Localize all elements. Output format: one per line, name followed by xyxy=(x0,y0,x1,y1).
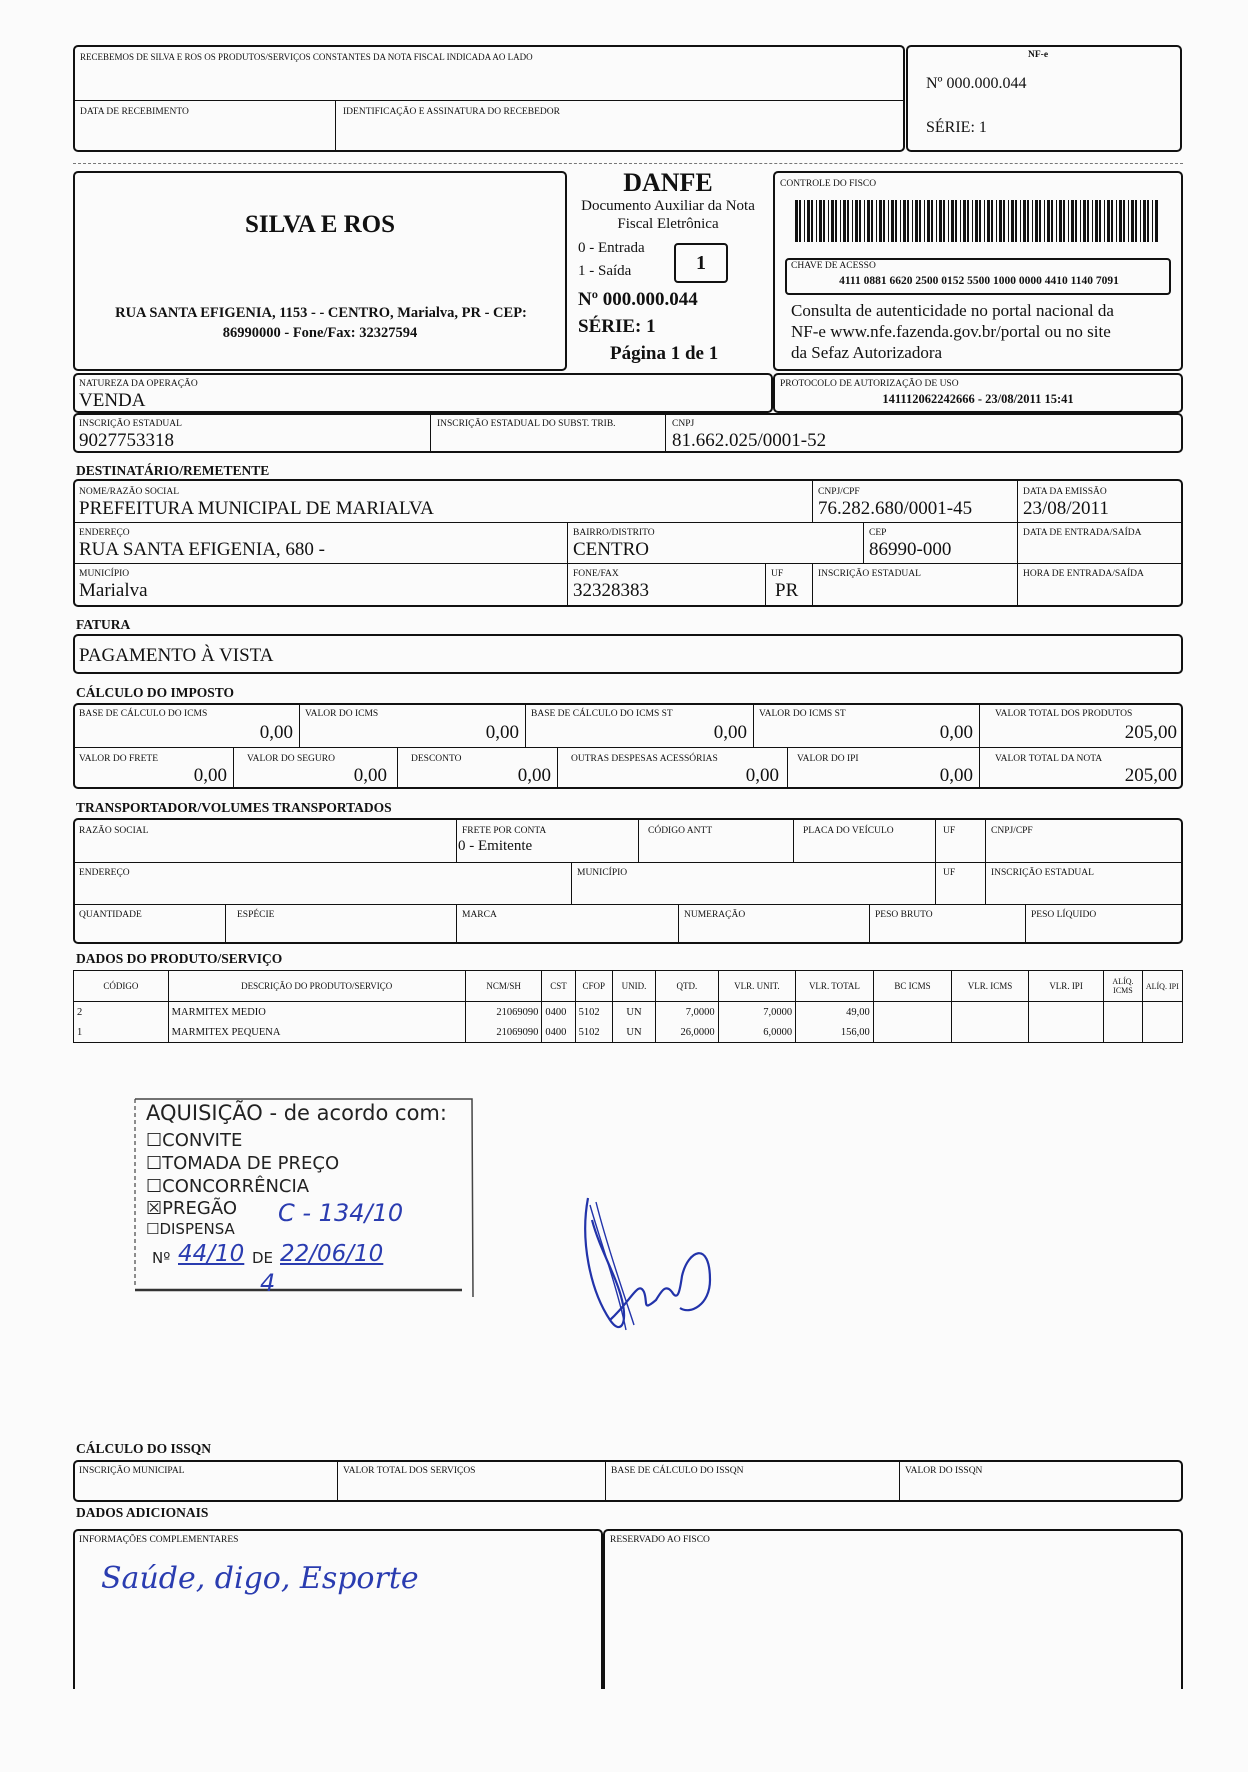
cell-cfop: 5102 xyxy=(575,1002,612,1023)
th-codigo: CÓDIGO xyxy=(74,971,169,1002)
natureza-box xyxy=(73,373,773,413)
barcode-bar xyxy=(1123,200,1125,242)
stamp-option-label: CONVITE xyxy=(162,1130,243,1151)
table-row xyxy=(74,1022,1183,1043)
transp-placa-label: PLACA DO VEÍCULO xyxy=(803,826,894,836)
stamp-extra-hand: 4 xyxy=(260,1269,276,1297)
barcode-bar xyxy=(1075,200,1077,242)
th-aliq-ipi: ALÍQ. IPI xyxy=(1142,971,1182,1002)
barcode-bar xyxy=(843,200,846,242)
stamp-option-label: CONCORRÊNCIA xyxy=(162,1176,310,1197)
barcode-bar xyxy=(1140,200,1141,242)
barcode-bar xyxy=(1135,200,1137,242)
barcode-bar xyxy=(1020,200,1021,242)
imposto-section: CÁLCULO DO IMPOSTO xyxy=(76,685,235,700)
barcode-bar xyxy=(840,200,841,242)
barcode-bar xyxy=(943,200,945,242)
issqn-valor-label: VALOR DO ISSQN xyxy=(905,1466,983,1476)
barcode-bar xyxy=(900,200,901,242)
barcode-bar xyxy=(1044,200,1045,242)
barcode-bar xyxy=(879,200,882,242)
barcode-bar xyxy=(1008,200,1009,242)
barcode-bar xyxy=(1023,200,1026,242)
stamp-numero-hand: 44/10 xyxy=(178,1241,245,1267)
canhoto-nfe-box xyxy=(906,45,1182,152)
barcode-bar xyxy=(951,200,954,242)
danfe-block xyxy=(568,168,768,368)
danfe-subtitle-l2: Fiscal Eletrônica xyxy=(617,216,719,232)
barcode-bar xyxy=(1147,200,1149,242)
imposto-box xyxy=(73,703,1183,789)
transp-uf-label: UF xyxy=(943,826,956,836)
cell-cst: 0400 xyxy=(542,1002,575,1023)
total-prod-label: VALOR TOTAL DOS PRODUTOS xyxy=(995,709,1133,719)
barcode-bar xyxy=(999,200,1002,242)
fatura-text: PAGAMENTO À VISTA xyxy=(79,645,274,666)
base-icms-label: BASE DE CÁLCULO DO ICMS xyxy=(79,709,208,719)
cell-cst: 0400 xyxy=(542,1022,575,1043)
barcode-bar xyxy=(927,200,930,242)
valor-icms-label: VALOR DO ICMS xyxy=(305,709,379,719)
stamp-title: AQUISIÇÃO - de acordo com: xyxy=(146,1101,447,1125)
barcode-bar xyxy=(1071,200,1074,242)
cell-vlr-ipi xyxy=(1028,1022,1104,1043)
barcode-bar xyxy=(1056,200,1057,242)
barcode-bar xyxy=(799,200,801,242)
info-handwritten: Saúde, digo, Esporte xyxy=(101,1561,419,1596)
barcode-bar xyxy=(984,200,985,242)
stamp-numero-prefix: Nº xyxy=(152,1249,171,1267)
barcode-bar xyxy=(1152,200,1153,242)
transp-frete-label: FRETE POR CONTA xyxy=(462,826,547,836)
th-ncm: NCM/SH xyxy=(465,971,542,1002)
cell-vlr-total: 49,00 xyxy=(796,1002,874,1023)
issqn-box xyxy=(73,1460,1183,1502)
th-unid: UNID. xyxy=(612,971,655,1002)
cell-vlr-total: 156,00 xyxy=(796,1022,874,1043)
destinatario-section: DESTINATÁRIO/REMETENTE xyxy=(76,463,270,478)
th-vlr-total: VLR. TOTAL xyxy=(796,971,874,1002)
identificacao-label: IDENTIFICAÇÃO E ASSINATURA DO RECEBEDOR xyxy=(343,107,560,117)
barcode-bar xyxy=(1083,200,1086,242)
natureza-value: VENDA xyxy=(79,390,146,411)
dest-emissao: 23/08/2011 xyxy=(1023,498,1109,519)
cell-vlr-unit: 6,0000 xyxy=(718,1022,796,1043)
barcode-bar xyxy=(1015,200,1017,242)
barcode-bar xyxy=(835,200,837,242)
cell-ncm: 21069090 xyxy=(465,1002,542,1023)
info-complementar-box xyxy=(73,1529,603,1689)
issqn-im-label: INSCRIÇÃO MUNICIPAL xyxy=(79,1466,185,1476)
barcode-bar xyxy=(823,200,825,242)
barcode-bar xyxy=(1047,200,1050,242)
canhoto-box xyxy=(73,45,905,152)
barcode-bar xyxy=(1080,200,1081,242)
barcode-bar xyxy=(864,200,865,242)
transp-peso-bruto-label: PESO BRUTO xyxy=(875,910,933,920)
th-cfop: CFOP xyxy=(575,971,612,1002)
base-st-label: BASE DE CÁLCULO DO ICMS ST xyxy=(531,709,673,719)
transp-municipio-label: MUNICÍPIO xyxy=(577,868,628,878)
cell-descricao: MARMITEX PEQUENA xyxy=(168,1022,465,1043)
barcode-bar xyxy=(795,200,798,242)
stamp-option-tomada xyxy=(146,1153,339,1174)
barcode-bar xyxy=(987,200,990,242)
transportador-box xyxy=(73,818,1183,944)
frete-value: 0,00 xyxy=(193,765,227,786)
dest-nome: PREFEITURA MUNICIPAL DE MARIALVA xyxy=(79,498,434,519)
cell-vlr-icms xyxy=(952,1002,1029,1023)
barcode-bar xyxy=(1099,200,1101,242)
barcode-bar xyxy=(855,200,858,242)
dest-hora-label: HORA DE ENTRADA/SAÍDA xyxy=(1023,569,1144,579)
valor-icms-value: 0,00 xyxy=(485,722,519,743)
barcode-bar xyxy=(1119,200,1122,242)
danfe-pagina: Página 1 de 1 xyxy=(610,343,719,364)
barcode-bar xyxy=(1003,200,1005,242)
table-row xyxy=(74,1002,1183,1023)
barcode-bar xyxy=(828,200,829,242)
barcode-bar xyxy=(915,200,918,242)
stamp-option-pregao xyxy=(146,1198,237,1219)
cell-vlr-unit: 7,0000 xyxy=(718,1002,796,1023)
dest-emissao-label: DATA DA EMISSÃO xyxy=(1023,487,1107,497)
barcode-bar xyxy=(975,200,978,242)
danfe-serie: SÉRIE: 1 xyxy=(578,316,656,337)
dest-entrada-saida-label: DATA DE ENTRADA/SAÍDA xyxy=(1023,528,1142,538)
controle-label: CONTROLE DO FISCO xyxy=(780,179,877,189)
danfe-entrada: 0 - Entrada xyxy=(578,240,645,256)
barcode-bar xyxy=(1027,200,1029,242)
th-vlr-unit: VLR. UNIT. xyxy=(718,971,796,1002)
barcode-bar xyxy=(979,200,981,242)
desconto-label: DESCONTO xyxy=(411,754,462,764)
emitente-endereco-l1: RUA SANTA EFIGENIA, 1153 - - CENTRO, Marialva, PR - CEP: xyxy=(115,305,527,321)
cell-aliq-ipi xyxy=(1142,1002,1182,1023)
barcode-bar xyxy=(948,200,949,242)
barcode-bar xyxy=(1143,200,1146,242)
danfe-subtitle-l1: Documento Auxiliar da Nota xyxy=(581,198,755,214)
reservado-fisco-box xyxy=(603,1529,1183,1689)
cell-unid: UN xyxy=(612,1022,655,1043)
barcode-bar xyxy=(807,200,810,242)
transp-marca-label: MARCA xyxy=(462,910,497,920)
consulta-l2: NF-e www.nfe.fazenda.gov.br/portal ou no site xyxy=(791,322,1111,341)
stamp-option-concorrencia xyxy=(146,1176,309,1197)
barcode-bar xyxy=(967,200,969,242)
produtos-header-row xyxy=(74,971,1183,1002)
dest-fone-label: FONE/FAX xyxy=(573,569,619,579)
checked-box-icon: ☒ xyxy=(146,1198,163,1219)
barcode-bar xyxy=(847,200,849,242)
canhoto-serie: SÉRIE: 1 xyxy=(926,119,987,136)
emitente-endereco-l2: 86990000 - Fone/Fax: 32327594 xyxy=(222,325,418,341)
dest-bairro-label: BAIRRO/DISTRITO xyxy=(573,528,655,538)
cell-qtd: 7,0000 xyxy=(656,1002,718,1023)
barcode-bar xyxy=(991,200,993,242)
destinatario-box xyxy=(73,479,1183,607)
base-icms-value: 0,00 xyxy=(259,722,293,743)
barcode-bar xyxy=(919,200,921,242)
barcode-bar xyxy=(931,200,933,242)
barcode-bar xyxy=(804,200,805,242)
barcode-bar xyxy=(1116,200,1117,242)
barcode-bar xyxy=(1032,200,1033,242)
dest-uf-label: UF xyxy=(771,569,784,579)
cell-aliq-icms xyxy=(1104,1022,1142,1043)
adicionais-section: DADOS ADICIONAIS xyxy=(76,1505,209,1520)
protocolo-value: 141112062242666 - 23/08/2011 15:41 xyxy=(882,392,1074,406)
barcode-bar xyxy=(867,200,870,242)
dest-municipio: Marialva xyxy=(79,580,148,601)
checkbox-icon: ☐ xyxy=(146,1130,163,1151)
seguro-value: 0,00 xyxy=(353,765,387,786)
canhoto-numero: Nº 000.000.044 xyxy=(926,75,1027,92)
ie-st-label: INSCRIÇÃO ESTADUAL DO SUBST. TRIB. xyxy=(437,419,616,429)
cell-vlr-icms xyxy=(952,1022,1029,1043)
barcode-bar xyxy=(955,200,957,242)
cell-descricao: MARMITEX MEDIO xyxy=(168,1002,465,1023)
transp-quantidade-label: QUANTIDADE xyxy=(79,910,142,920)
base-st-value: 0,00 xyxy=(713,722,747,743)
barcode xyxy=(795,200,1160,242)
barcode-bar xyxy=(1011,200,1014,242)
barcode-bar xyxy=(1104,200,1105,242)
th-qtd: QTD. xyxy=(656,971,718,1002)
barcode-bar xyxy=(1039,200,1041,242)
chave-label: CHAVE DE ACESSO xyxy=(791,261,876,271)
th-vlr-icms: VLR. ICMS xyxy=(952,971,1029,1002)
protocolo-box xyxy=(773,373,1183,413)
stamp-data-hand: 22/06/10 xyxy=(280,1241,384,1267)
transp-frete-value: 0 - Emitente xyxy=(458,838,533,854)
barcode-bar xyxy=(1107,200,1110,242)
ie-label: INSCRIÇÃO ESTADUAL xyxy=(79,419,182,429)
stamp-option-label: TOMADA DE PREÇO xyxy=(162,1153,340,1174)
info-label: INFORMAÇÕES COMPLEMENTARES xyxy=(79,1535,239,1545)
checkbox-icon: ☐ xyxy=(146,1153,163,1174)
transportador-section: TRANSPORTADOR/VOLUMES TRANSPORTADOS xyxy=(76,800,392,815)
transp-ie-label: INSCRIÇÃO ESTADUAL xyxy=(991,868,1094,878)
cell-cfop: 5102 xyxy=(575,1022,612,1043)
barcode-bar xyxy=(996,200,997,242)
recebemos-label: RECEBEMOS DE SILVA E ROS OS PRODUTOS/SERVIÇOS CONSTANTES DA NOTA FISCAL INDICADA AO LADO xyxy=(80,52,533,62)
barcode-bar xyxy=(1111,200,1113,242)
barcode-bar xyxy=(1063,200,1065,242)
stamp-processo-hand: C - 134/10 xyxy=(278,1199,404,1227)
transp-antt-label: CÓDIGO ANTT xyxy=(648,826,713,836)
barcode-bar xyxy=(831,200,834,242)
transp-peso-liquido-label: PESO LÍQUIDO xyxy=(1031,910,1097,920)
danfe-numero: Nº 000.000.044 xyxy=(578,289,698,310)
barcode-bar xyxy=(936,200,937,242)
total-nota-label: VALOR TOTAL DA NOTA xyxy=(995,754,1103,764)
cell-codigo: 2 xyxy=(74,1002,169,1023)
stamp-de-label: DE xyxy=(252,1249,274,1267)
danfe-title: DANFE xyxy=(623,168,713,197)
dest-fone: 32328383 xyxy=(573,580,649,601)
total-prod-value: 205,00 xyxy=(1124,722,1177,743)
protocolo-label: PROTOCOLO DE AUTORIZAÇÃO DE USO xyxy=(780,379,959,389)
dest-endereco-label: ENDEREÇO xyxy=(79,528,130,538)
dest-bairro: CENTRO xyxy=(573,539,649,560)
ipi-label: VALOR DO IPI xyxy=(797,754,859,764)
controle-box xyxy=(773,171,1183,371)
aquisicao-stamp xyxy=(132,1097,477,1307)
barcode-bar xyxy=(912,200,913,242)
barcode-bar xyxy=(1092,200,1093,242)
valor-st-label: VALOR DO ICMS ST xyxy=(759,709,846,719)
danfe-saida: 1 - Saída xyxy=(578,263,632,279)
produtos-table xyxy=(73,970,1183,1043)
th-cst: CST xyxy=(542,971,575,1002)
consulta-l3: da Sefaz Autorizadora xyxy=(791,343,943,362)
chave-acesso: 4111 0881 6620 2500 0152 5500 1000 0000 4410 1140 7091 xyxy=(839,275,1119,287)
stamp-option-dispensa xyxy=(146,1220,235,1238)
danfe-tipo-box: 1 xyxy=(674,243,728,283)
transp-uf2-label: UF xyxy=(943,868,956,878)
barcode-bar xyxy=(1087,200,1089,242)
stamp-option-label: DISPENSA xyxy=(159,1220,235,1238)
barcode-bar xyxy=(1035,200,1038,242)
barcode-bar xyxy=(1059,200,1062,242)
cell-aliq-icms xyxy=(1104,1002,1142,1023)
barcode-bar xyxy=(811,200,813,242)
barcode-bar xyxy=(1155,200,1158,242)
cell-bc-icms xyxy=(873,1002,952,1023)
dest-municipio-label: MUNICÍPIO xyxy=(79,569,130,579)
th-vlr-ipi: VLR. IPI xyxy=(1028,971,1104,1002)
fatura-section: FATURA xyxy=(76,617,131,632)
th-descricao: DESCRIÇÃO DO PRODUTO/SERVIÇO xyxy=(168,971,465,1002)
cell-aliq-ipi xyxy=(1142,1022,1182,1043)
stamp-option-label: PREGÃO xyxy=(162,1198,237,1219)
barcode-bar xyxy=(903,200,906,242)
cnpj-label: CNPJ xyxy=(672,419,695,429)
barcode-bar xyxy=(871,200,873,242)
cell-unid: UN xyxy=(612,1002,655,1023)
issqn-section: CÁLCULO DO ISSQN xyxy=(76,1441,212,1456)
dest-cep-label: CEP xyxy=(869,528,887,538)
barcode-bar xyxy=(816,200,817,242)
fisco-label: RESERVADO AO FISCO xyxy=(610,1535,710,1545)
barcode-bar xyxy=(1095,200,1098,242)
signature xyxy=(570,1180,730,1340)
cell-qtd: 26,0000 xyxy=(656,1022,718,1043)
checkbox-icon: ☐ xyxy=(146,1176,163,1197)
outras-value: 0,00 xyxy=(745,765,779,786)
valor-st-value: 0,00 xyxy=(939,722,973,743)
barcode-bar xyxy=(1068,200,1069,242)
barcode-bar xyxy=(960,200,961,242)
th-bc-icms: BC ICMS xyxy=(873,971,952,1002)
dest-nome-label: NOME/RAZÃO SOCIAL xyxy=(79,487,180,497)
natureza-label: NATUREZA DA OPERAÇÃO xyxy=(79,379,198,389)
barcode-bar xyxy=(1131,200,1134,242)
barcode-bar xyxy=(939,200,942,242)
cell-bc-icms xyxy=(873,1022,952,1043)
barcode-bar xyxy=(891,200,894,242)
dest-endereco: RUA SANTA EFIGENIA, 680 - xyxy=(79,539,326,560)
barcode-bar xyxy=(819,200,822,242)
issqn-base-label: BASE DE CÁLCULO DO ISSQN xyxy=(611,1466,744,1476)
barcode-bar xyxy=(883,200,885,242)
nfe-label: NF-e xyxy=(1028,50,1049,60)
cell-ncm: 21069090 xyxy=(465,1022,542,1043)
barcode-bar xyxy=(859,200,861,242)
seguro-label: VALOR DO SEGURO xyxy=(247,754,335,764)
transp-razao-label: RAZÃO SOCIAL xyxy=(79,826,149,836)
data-recebimento-label: DATA DE RECEBIMENTO xyxy=(80,107,189,117)
barcode-bar xyxy=(907,200,909,242)
th-aliq-icms: ALÍQ. ICMS xyxy=(1104,971,1142,1002)
transp-numeracao-label: NUMERAÇÃO xyxy=(684,910,746,920)
dest-ie-label: INSCRIÇÃO ESTADUAL xyxy=(818,569,921,579)
inscricao-box xyxy=(73,413,1183,453)
barcode-bar xyxy=(1051,200,1053,242)
desconto-value: 0,00 xyxy=(517,765,551,786)
dest-cnpj-label: CNPJ/CPF xyxy=(818,487,860,497)
barcode-bar xyxy=(924,200,925,242)
consulta-l1: Consulta de autenticidade no portal nacional da xyxy=(791,301,1114,320)
total-nota-value: 205,00 xyxy=(1124,765,1177,786)
barcode-bar xyxy=(1128,200,1129,242)
barcode-bar xyxy=(963,200,966,242)
barcode-bar xyxy=(876,200,877,242)
emitente-nome: SILVA E ROS xyxy=(244,211,396,238)
barcode-bar xyxy=(972,200,973,242)
dest-cep: 86990-000 xyxy=(869,539,952,560)
cnpj-value: 81.662.025/0001-52 xyxy=(672,430,827,451)
stamp-option-convite xyxy=(146,1130,242,1151)
transp-cnpj-label: CNPJ/CPF xyxy=(991,826,1033,836)
ipi-value: 0,00 xyxy=(939,765,973,786)
barcode-bar xyxy=(895,200,897,242)
dest-cnpj: 76.282.680/0001-45 xyxy=(818,498,973,519)
barcode-bar xyxy=(852,200,853,242)
fatura-box xyxy=(73,634,1183,674)
emitente-box xyxy=(73,171,567,371)
checkbox-icon: ☐ xyxy=(146,1220,160,1238)
cell-vlr-ipi xyxy=(1028,1002,1104,1023)
ie-value: 9027753318 xyxy=(79,430,174,451)
chave-box xyxy=(785,258,1171,295)
transp-endereco-label: ENDEREÇO xyxy=(79,868,130,878)
dest-uf: PR xyxy=(775,580,799,601)
issqn-total-label: VALOR TOTAL DOS SERVIÇOS xyxy=(343,1466,476,1476)
frete-label: VALOR DO FRETE xyxy=(79,754,158,764)
outras-label: OUTRAS DESPESAS ACESSÓRIAS xyxy=(571,754,718,764)
cell-codigo: 1 xyxy=(74,1022,169,1043)
produtos-section: DADOS DO PRODUTO/SERVIÇO xyxy=(76,951,283,966)
transp-especie-label: ESPÉCIE xyxy=(237,910,275,920)
barcode-bar xyxy=(888,200,889,242)
